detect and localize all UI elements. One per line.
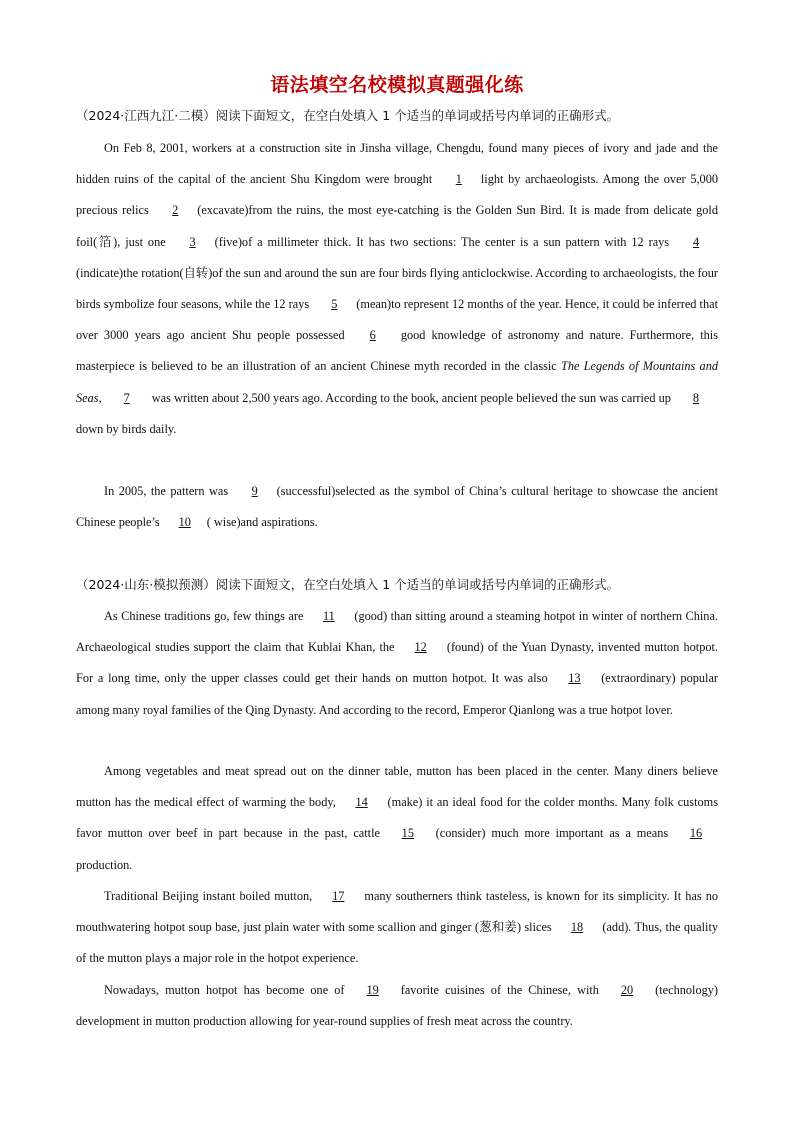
- text-segment: (mean)to represent 12 months of the year. Hence, it could be inferred that over 3000 years ago ancient Shu people possessed: [76, 297, 718, 343]
- blank-4[interactable]: 4: [692, 234, 700, 249]
- text-segment: In 2005, the pattern was: [104, 484, 233, 498]
- section-1-paragraph-2: [76, 476, 718, 538]
- blank-12[interactable]: 12: [414, 640, 427, 655]
- blank-16[interactable]: 16: [689, 826, 703, 841]
- blank-9[interactable]: 9: [251, 484, 258, 498]
- blank-20[interactable]: 20: [620, 983, 634, 997]
- blank-1[interactable]: 1: [455, 172, 462, 187]
- section-2-paragraph-3: [76, 881, 718, 975]
- section-2-paragraph-4: [76, 975, 718, 1037]
- text-segment: light by archaeologists. Among the over 5,000 precious relics: [76, 172, 718, 218]
- text-segment: (extraordinary) popular among many royal families of the Qing Dynasty. And according to the record, Emperor Qianlong was a true hotpot lover.: [76, 671, 718, 717]
- section-2-paragraph-2: [76, 756, 718, 881]
- text-segment: Nowadays, mutton hotpot has become one of: [104, 983, 351, 997]
- text-segment: favorite cuisines of the Chinese, with: [394, 983, 606, 997]
- text-segment: many southerners think tasteless, is known for its simplicity. It has no mouthwatering hotpot soup base, just plain water with some scallion and ginger (葱和姜) slices: [76, 889, 718, 935]
- blank-6[interactable]: 6: [369, 328, 376, 343]
- blank-2[interactable]: 2: [172, 203, 179, 218]
- blank-8[interactable]: 8: [692, 390, 700, 405]
- text-segment: (good) than sitting around a steaming hotpot in winter of northern China. Archaeological studies support the claim that Kublai Khan, the: [76, 609, 718, 655]
- text-segment: (found) of the Yuan Dynasty, invented mutton hotpot. For a long time, only the upper classes could get their hands on mutton hotpot. It was also: [76, 640, 718, 686]
- text-segment: (consider) much more important as a means: [429, 826, 674, 841]
- blank-13[interactable]: 13: [568, 671, 581, 686]
- text-segment: (add). Thus, the quality of the mutton plays a major role in the hotpot experience.: [76, 920, 719, 966]
- text-segment: was written about 2,500 years ago. According to the book, ancient people believed the sun was carried up: [148, 390, 674, 405]
- blank-5[interactable]: 5: [331, 297, 338, 312]
- page-title: 语法填空名校模拟真题强化练: [270, 74, 524, 96]
- text-segment: Traditional Beijing instant boiled mutton,: [104, 889, 317, 903]
- blank-18[interactable]: 18: [570, 920, 584, 935]
- text-segment: Among vegetables and meat spread out on the dinner table, mutton has been placed in the center. Many diners believe mutton has the medical effect of warming the body,: [76, 764, 718, 810]
- blank-10[interactable]: 10: [178, 515, 191, 530]
- text-segment: (five)of a millimeter thick. It has two sections: The center is a sun pattern with 12 rays: [214, 234, 675, 249]
- text-segment: (excavate)from the ruins, the most eye-catching is the Golden Sun Bird. It is made from delicate gold foil(箔), just one: [76, 203, 718, 249]
- blank-19[interactable]: 19: [366, 983, 379, 997]
- text-segment: ( wise)and aspirations.: [206, 515, 318, 530]
- section-1-paragraph-1: [76, 133, 718, 445]
- book-title: The Legends of Mountains and Seas: [76, 359, 718, 405]
- blank-11[interactable]: 11: [322, 609, 335, 623]
- text-segment: good knowledge of astronomy and nature. Furthermore, this masterpiece is believed to be an illustration of an ancient Chinese myth recorded in the classic: [76, 328, 718, 374]
- blank-3[interactable]: 3: [189, 234, 196, 249]
- text-segment: As Chinese traditions go, few things are: [104, 609, 307, 623]
- text-segment: ,: [98, 390, 105, 405]
- text-segment: On Feb 8, 2001, workers at a construction site in Jinsha village, Chengdu, found many pieces of ivory and jade and the hidden ruins of the capital of the ancient Shu Kingdom were brought: [76, 141, 718, 187]
- text-segment: (indicate)the rotation(自转)of the sun and around the sun are four birds flying anticlockwise. According to archaeologists, the four birds symbolize four seasons, while the 12 rays: [76, 265, 718, 312]
- blank-7[interactable]: 7: [123, 390, 130, 405]
- section-2-paragraph-1: [76, 601, 718, 726]
- text-segment: (technology) development in mutton production allowing for year-round supplies of fresh meat across the country.: [76, 983, 718, 1029]
- text-segment: down by birds daily.: [76, 421, 177, 436]
- text-segment: (successful)selected as the symbol of China’s cultural heritage to showcase the ancient Chinese people’s: [76, 484, 718, 530]
- blank-15[interactable]: 15: [401, 826, 414, 841]
- blank-14[interactable]: 14: [355, 795, 368, 810]
- blank-17[interactable]: 17: [332, 889, 345, 903]
- text-segment: (make) it an ideal food for the colder months. Many folk customs favor mutton over beef in part because in the past, cattle: [76, 795, 719, 841]
- text-segment: production.: [76, 857, 133, 872]
- section-2-instruction: （2024·山东·模拟预测）阅读下面短文，在空白处填入 1 个适当的单词或括号内单词的正确形式。: [76, 577, 620, 592]
- section-1-instruction: （2024·江西九江·二模）阅读下面短文，在空白处填入 1 个适当的单词或括号内单词的正确形式。: [76, 108, 620, 123]
